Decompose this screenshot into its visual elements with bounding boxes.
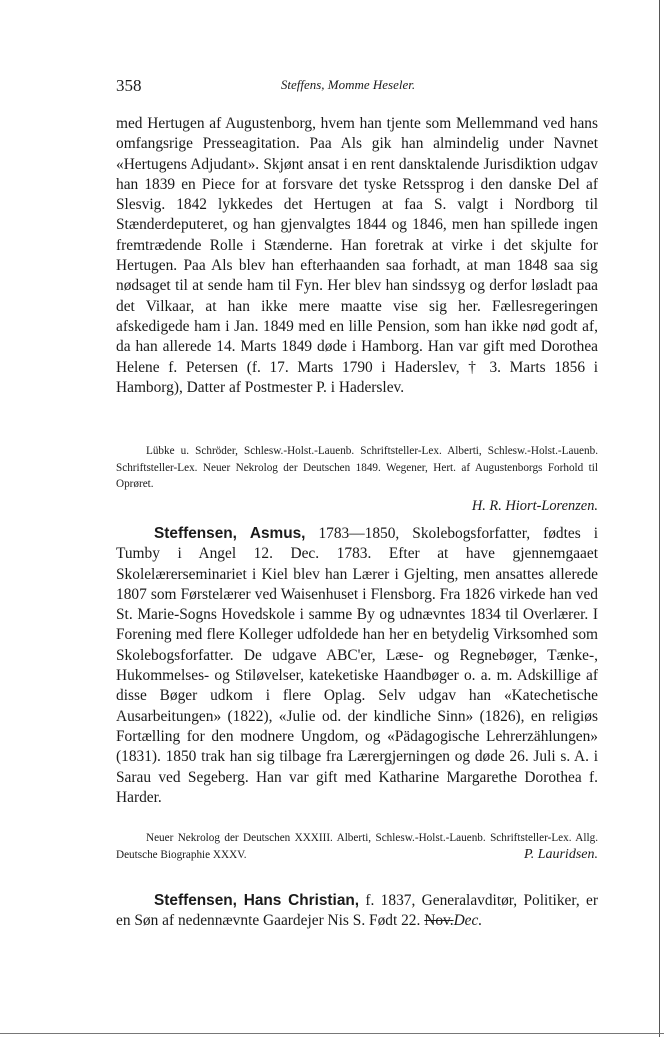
reference-list: Lübke u. Schröder, Schlesw.-Holst.-Lauenb. Schriftsteller-Lex. Alberti, Schlesw.-Holst.-Lauenb. Schriftsteller-Lex. Neuer Nekrolog der Deutschen 1849. Wegener, Hert. af Augustenborgs Forhold til Oprøret. — [116, 445, 598, 491]
entry-headword: Steffensen, Asmus, — [154, 525, 306, 542]
page-number: 358 — [116, 76, 142, 95]
entry-steffensen-asmus — [116, 524, 598, 808]
page-bottom-line — [0, 1033, 664, 1034]
reference-text: Neuer Nekrolog der Deutschen XXXIII. Alberti, Schlesw.-Holst.-Lauenb. Schriftsteller-Lex. Allg. Deutsche Biographie XXXV. — [116, 832, 598, 861]
reference-list — [116, 830, 598, 863]
entry-text: f. 1837, Generalavditør, Politiker, er en Søn af nedennævnte Gaardejer Nis S. Født 22. — [116, 892, 598, 930]
entry-steffensen-asmus-references — [116, 830, 598, 863]
struck-text: Nov. — [424, 912, 454, 930]
entry-body: med Hertugen af Augustenborg, hvem han tjente som Mellemmand ved hans omfangsrige Presseagitation. Paa Als gik han almindelig under Navnet «Hertugens Adjudant». Skjønt ansat i en rent dansktalende Jurisdiktion udgav han 1839 en Piece for at forsvare det tyske Retssprog i den danske Del af Slesvig. 1842 lykkedes det Hertugen at faa S. valgt i Nordborg til Stænderdeputeret, og han gjenvalgtes 1844 og 1846, men han spillede ingen fremtrædende Rolle i Stænderne. Han foretrak at virke i det skjulte for Hertugen. Paa Als blev han efterhaanden saa forhadt, at man 1848 saa sig nødsaget til at sende ham til Fyn. Her blev han sindssyg og derfor løsladt paa det Vilkaar, at han ikke mere maatte vise sig her. Fællesregeringen afskedigede ham i Jan. 1849 med en lille Pension, som han ikke nød godt af, da han allerede 14. Marts 1849 døde i Hamborg. Han var gift med Dorothea Helene f. Petersen (f. 17. Marts 1790 i Haderslev, † 3. Marts 1856 i Hamborg), Datter af Postmester P. i Haderslev. — [116, 115, 598, 396]
entry-steffens-author-line — [116, 495, 598, 517]
author-signature: H. R. Hiort-Lorenzen. — [471, 498, 598, 514]
entry-steffensen-hans-christian — [116, 891, 598, 932]
entry-steffens-continuation — [116, 114, 598, 398]
author-signature: P. Lauridsen. — [523, 846, 598, 862]
entry-body — [116, 524, 598, 808]
running-head: Steffens, Momme Heseler. — [280, 77, 416, 92]
page-edge-line — [659, 0, 660, 1037]
handwritten-correction: Dec. — [453, 912, 483, 930]
entry-headword: Steffensen, Hans Christian, — [154, 892, 360, 909]
entry-body — [116, 891, 598, 932]
entry-text: 1783—1850, Skolebogsforfatter, fødtes i Tumby i Angel 12. Dec. 1783. Efter at have gjennemgaaet Skolelærerseminariet i Kiel blev han Lærer i Gjelting, men ansattes allerede 1807 som Førstelærer ved Waisenhuset i Flensborg. Fra 1826 virkede han ved St. Marie-Sogns Hovedskole i samme By og udnævntes 1834 til Overlærer. I Forening med flere Kolleger udfoldede han her en betydelig Virksomhed som Skolebogsforfatter. De udgave ABC'er, Læse- og Regnebøger, Tænke-, Hukommelses- og Stiløvelser, kateketiske Haandbøger o. a. m. Adskillige af disse Bøger udkom i flere Oplag. Selv udgav han «Katechetische Ausarbeitungen» (1822), «Julie od. der kindliche Sinn» (1826), en religiøs Fortælling for den modnere Ungdom, og «Pädagogische Lehrerzählungen» (1831). 1850 trak han sig tilbage fra Lærergjerningen og døde 26. Juli s. A. i Sarau ved Segeberg. Han var gift med Katharine Margarethe Dorothea f. Harder. — [116, 525, 598, 806]
entry-steffens-references — [116, 443, 598, 493]
